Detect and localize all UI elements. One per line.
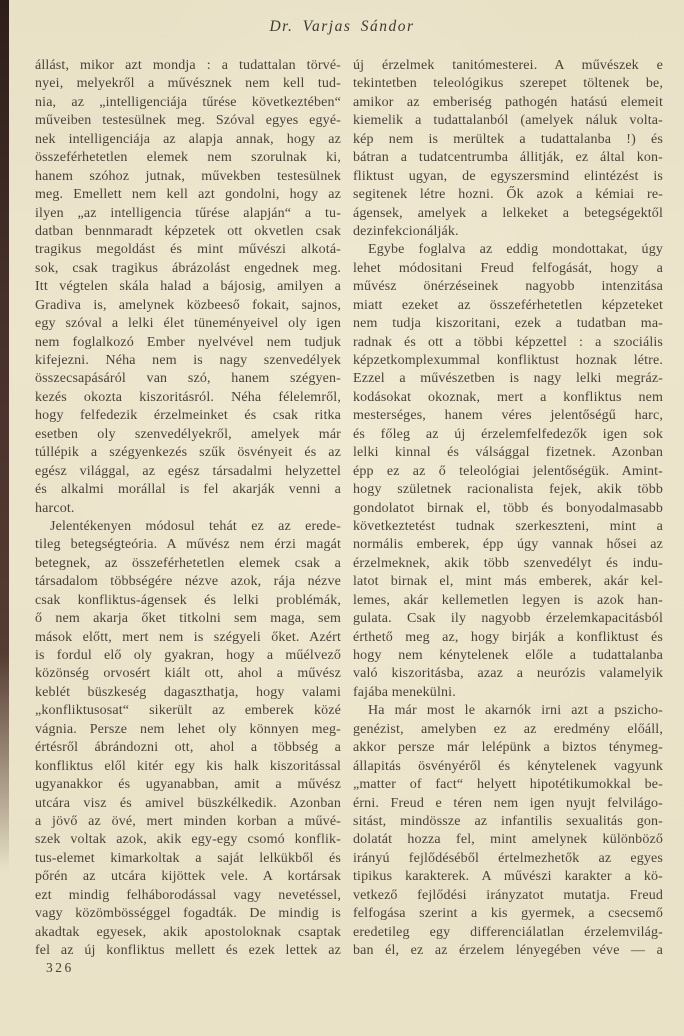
text-line: segitenek létre hozni. Ők azok a kémiai re-: [353, 187, 663, 203]
text-line: harcot.: [35, 500, 75, 516]
text-line: egy szóval a lelki élet tüneményeivel oly igen: [35, 316, 341, 332]
text-line: és alkalmi morállal is fel akarják venni a: [35, 482, 341, 498]
paragraph: [35, 518, 341, 961]
text-line: Jelentékenyen módosul tehát ez az erede-: [50, 518, 341, 534]
text-line: vetkező fejlődési irányzatot mutatja. Freud: [353, 887, 663, 903]
paragraph: [353, 241, 663, 702]
text-line: épp ez az ő teleológiai jelentőségük. Amint-: [353, 463, 663, 479]
text-line: következtetést tudnak szerkeszteni, mint a: [353, 518, 663, 534]
text-line: képzetkomplexummal konfliktust hoznak létre.: [353, 353, 663, 368]
text-line: is fordul elő oly gyakran, hogy a műélvező: [35, 648, 341, 663]
text-line: nek intelligenciája az alapja annak, hogy az: [35, 131, 341, 147]
text-line: nem foglalkozó Ember nyelvével nem tudjuk: [35, 334, 341, 350]
text-line: lemes, akár kellemetlen legyen is azok han-: [353, 592, 663, 608]
text-line: bátran a tudatcentrumba állitják, ez által kon-: [353, 150, 663, 166]
binding-shadow: [0, 0, 9, 872]
text-line: összecsapásáról van szó, hanem szégyen-: [35, 371, 341, 387]
text-line: hogy felfedezik érzelmeinket és csak ritka: [35, 408, 341, 424]
text-line: új érzelmek tanitómesterei. A művészek e: [353, 58, 663, 73]
paragraph: [353, 702, 663, 960]
page-header-author: Dr. Varjas Sándor: [269, 18, 415, 35]
text-line: normális emberek, épp úgy vannak hősei az: [353, 537, 663, 553]
text-line: kifejezni. Néha nem is nagy szenvedélyek: [35, 353, 341, 368]
text-line: gulata. Csak ily nagyobb érzelemkapacitásból: [353, 611, 663, 627]
text-line: nia, az „intelligenciája tűrése következtében“: [35, 94, 341, 110]
text-line: vagy közömbösséggel fogadták. De mindig is: [35, 906, 341, 922]
text-line: akkor persze már lelépünk a biztos ténymeg-: [353, 740, 663, 756]
text-line: összeférhetetlen elemek nem szorulnak ki,: [35, 150, 341, 166]
text-line: dolatát hozza fel, mint amelynek különböző: [353, 832, 663, 848]
text-line: betegnek, az összeférhetetlen elemek csak a: [35, 555, 341, 571]
text-line: keblét büszkeség dagaszthatja, hogy valami: [35, 684, 341, 700]
text-line: tileg betegségteória. A művész nem érzi magát: [35, 537, 341, 553]
text-line: közönség orvosért kiált ott, ahol a művész: [35, 666, 341, 682]
text-line: ugyanakkor és ugyanabban, amit a művész: [35, 777, 341, 793]
text-line: fel az új konfliktus mellett és ezek lettek az: [35, 943, 341, 958]
text-line: ezt mindig felháborodással vagy nevetéssel,: [35, 887, 341, 903]
text-line: érthető meg az, hogy birják a konfliktust és: [353, 629, 663, 645]
page-number: 326: [46, 960, 74, 975]
text-line: társadalom többségére nézve azok, rája nézve: [35, 574, 341, 590]
text-line: nem tudja kiszoritani, ezek a tudatban ma-: [353, 316, 663, 332]
right-column: [353, 57, 663, 960]
text-line: tipikus karakterek. A művészi karakter a kö-: [353, 869, 663, 885]
text-line: sok, csak tragikus ábrázolást engednek meg.: [35, 260, 341, 276]
text-line: radnak és ott a többi képzettel : a szociális: [353, 334, 663, 350]
text-line: tragikus megoldást és mint művészi alkotá-: [35, 242, 341, 258]
text-line: való kiszoritásba, azaz a neurózis valamelyik: [353, 666, 663, 682]
text-line: fajába menekülni.: [353, 684, 456, 700]
text-line: hogy születnek racionalista fejek, akik több: [353, 482, 663, 498]
text-line: lelki kinnal és válsággal fizetnek. Azonban: [353, 445, 663, 461]
text-line: miatt ezeket az összeférhetetlen képzeteket: [353, 297, 663, 313]
text-line: dezinfekcionálják.: [353, 223, 459, 239]
text-line: ban él, ez az érzelem lényegében véve — a: [353, 943, 663, 958]
text-line: gondolatot birnak el, több és bonyodalmasabb: [353, 500, 663, 516]
text-line: meg. Emellett nem kell azt gondolni, hogy az: [35, 187, 341, 203]
text-line: kezés okozta kiszoritásról. Néha félelemről,: [35, 389, 341, 405]
text-line: túllépik a szégyenkezés szűk ösvényeit és az: [35, 445, 341, 461]
text-line: „konfliktusosat“ sikerült az emberek közé: [35, 703, 341, 719]
text-line: hogy nem kénytelenek előle a tudattalanba: [353, 648, 663, 663]
text-line: genézist, amelyben ez az eredmény előáll,: [353, 721, 663, 737]
text-line: ő nem akarja őket titkolni sem maga, sem: [35, 611, 341, 627]
text-line: tekintetben teleológikus szerepet töltenek be,: [353, 76, 663, 92]
text-line: „matter of fact“ helyett hipotétikumokkal be-: [353, 777, 663, 793]
text-line: érzelmeknek, akik több szenvedélyt és indu-: [353, 555, 663, 571]
text-line: irányú fejlődéséből értelmezhetők az egyes: [353, 850, 663, 866]
text-line: hanem szóhoz jutnak, művekben testesülnek: [35, 168, 341, 184]
text-line: mások előtt, mert nem is szégyeli őket. Azért: [35, 629, 341, 645]
text-line: konfliktus elől kitér egy kis halk kiszoritással: [35, 758, 341, 774]
text-line: akadtak egyesek, akik apostoloknak csaptak: [35, 924, 341, 940]
text-line: mesterséges, hanem véres jelentőségű harc,: [353, 408, 663, 424]
text-line: állást, mikor azt mondja : a tudattalan törvé-: [35, 58, 341, 73]
text-line: érni. Freud e téren nem igen nyujt felvilágo-: [353, 795, 663, 811]
text-columns: [35, 57, 663, 960]
paragraph: [35, 57, 341, 518]
text-line: fliktust ugyan, de egyszersmind elintézést is: [353, 168, 663, 184]
left-column: [35, 57, 341, 960]
text-line: kodásokat okoznak, mert a konfliktus nem: [353, 389, 663, 405]
text-line: lehet módositani Freud felfogását, hogy a: [353, 260, 663, 276]
text-line: nyei, melyekről a művésznek nem kell tud-: [35, 76, 341, 92]
text-line: Itt végtelen skála halad a bájosig, amilyen a: [35, 279, 341, 295]
text-line: csak konfliktus-ágensek és lelki problémák,: [35, 592, 341, 608]
text-line: Ezzel a művészetben is nagy lelki megráz-: [353, 371, 663, 387]
paragraph: [353, 57, 663, 241]
text-line: ilyen „az intelligencia tűrése alapján“ a tu-: [35, 205, 341, 221]
text-line: művész önérzéseinek nagyobb intenzitása: [353, 279, 663, 295]
text-line: utcára visz és amivel büszkélkedik. Azonban: [35, 795, 341, 811]
text-line: felfogása szerint a kis gyermek, a csecsemő: [353, 906, 663, 922]
text-line: a jövő az övé, mert minden korban a művé-: [35, 813, 341, 829]
text-line: Egybe foglalva az eddig mondottakat, úgy: [368, 242, 663, 258]
text-line: datban bennmaradt képzetek ott okvetlen csak: [35, 223, 341, 239]
text-line: Ha már most le akarnók irni azt a pszicho-: [368, 703, 663, 719]
text-line: kiemelik a tudattalanból (amelyek náluk volta-: [353, 113, 663, 129]
text-line: és főleg az új érzelemfelfedezők igen sok: [353, 426, 663, 442]
text-line: értésről ábrándozni ott, ahol a többség a: [35, 740, 341, 756]
text-line: latot birnak el, mint más emberek, akár kel-: [353, 574, 663, 590]
text-line: ágensek, amelyek a lelkeket a betegségektől: [353, 205, 663, 221]
text-line: Gradiva is, amelynek közbeeső fokait, sajnos,: [35, 297, 341, 313]
text-line: sitást, mindössze az infantilis sexualitás gon-: [353, 813, 663, 829]
text-line: eredetileg egy differenciálatlan érzelemvilág-: [353, 924, 663, 940]
text-line: esetben oly szenvedélyekről, amelyek már: [35, 426, 341, 442]
text-line: tus-elemet kimarkoltak a saját lelkükből és: [35, 850, 341, 866]
text-line: vágnia. Persze nem lehet oly könnyen meg-: [35, 721, 341, 737]
text-line: pőrén az utcára kijöttek vele. A kortársak: [35, 869, 341, 885]
text-line: kép nem is merültek a tudattalanba !) és: [353, 131, 663, 147]
text-line: műveiben testesülnek meg. Szóval egyes egyé-: [35, 113, 341, 129]
text-line: amikor az emberiség pathogén hatású elemeit: [353, 94, 663, 110]
text-line: egész világgal, az egész társadalmi helyzettel: [35, 463, 341, 479]
text-line: állapitás ösvényéről és kénytelenek vagyunk: [353, 758, 663, 774]
text-line: szek voltak azok, akik egy-egy csomó konflik-: [35, 832, 341, 848]
